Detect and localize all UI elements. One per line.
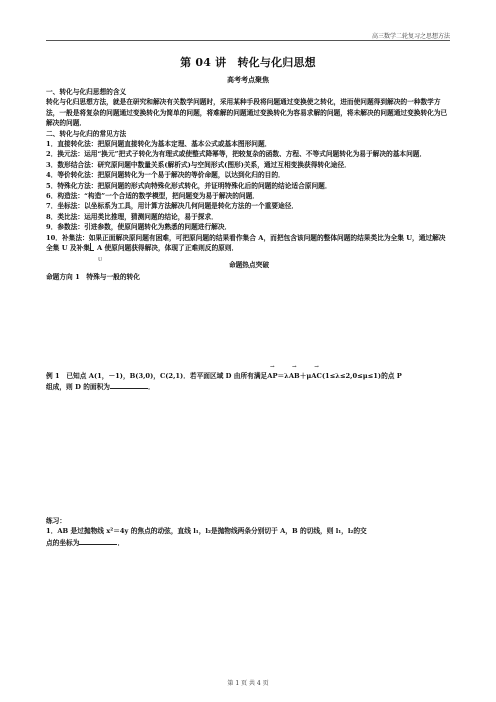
section-subtitle: 高考考点聚焦: [227, 75, 269, 84]
complement-sub-u: U: [97, 257, 103, 264]
method-item: 5．特殊化方法：把原问题的形式向特殊化形式转化，并证明特殊化后的问题的结论适合原问题．: [46, 181, 332, 190]
example-eq: ＝λ: [277, 372, 289, 380]
method-item: 2．换元法：运用“换元”把式子转化为有理式或使整式降幂等，把较复杂的函数、方程、不等式问题转化为易于解决的基本问题．: [46, 150, 427, 159]
vector-ac: [311, 364, 322, 381]
section1-body: 转化与化归思想方法，就是在研究和解决有关数学问题时，采用某种手段将问题通过变换使之转化，进而使问题得到解决的一种数学方法，一般是将复杂的问题通过变换转化为简单的问题，将难解的问题通过变换转化为容易求解的问题，将未解决的问题通过变换转化为已解决的问题．: [46, 98, 448, 128]
example-1: [46, 364, 452, 393]
section3-heading: 命题热点突破: [228, 260, 270, 269]
vector-ab: [288, 364, 300, 381]
method-item-10: [46, 233, 452, 264]
exercise-heading: 练习：: [46, 517, 67, 525]
exercise-text-b: 点的坐标为: [46, 538, 80, 547]
example-condition: (1≤λ≤2,0≤μ≤1)的点 P: [321, 372, 402, 380]
answer-blank[interactable]: [79, 537, 117, 545]
example-plus: ＋μ: [299, 372, 312, 380]
exercise-section: [46, 516, 452, 548]
direction-heading: 命题方向 1 特殊与一般的转化: [46, 272, 140, 281]
vector-ab-label: AB: [288, 372, 300, 380]
complement-symbol: [90, 243, 94, 251]
vector-arrow-icon: →: [314, 364, 319, 370]
vector-ap: [267, 364, 278, 381]
header-rule: [46, 40, 450, 41]
vector-ac-label: AC: [311, 372, 322, 380]
answer-blank[interactable]: [110, 381, 148, 389]
method-item: 9．参数法：引进参数，使原问题转化为熟悉的问题进行解决．: [46, 223, 232, 232]
example-label: 例 1: [46, 372, 60, 380]
page-footer: 第 1 页 共 4 页: [227, 680, 269, 687]
item10-text-a: 10．补集法：如果正面解决原问题有困难，可把原问题的结果看作集合 A，而把包含该问题的整体问题的结果类比为全集 U，通过解决全集 U 及补集: [46, 233, 446, 253]
example-text-a: 已知点 A(1，－1)，B(3,0)，C(2,1)．若平面区域 D 由所有满足: [66, 372, 268, 380]
section2-heading: 二、转化与化归的常见方法: [46, 129, 127, 138]
exercise-end: ．: [117, 538, 125, 547]
method-item: 4．等价转化法：把原问题转化为一个易于解决的等价命题，以达到化归的目的．: [46, 171, 285, 180]
vector-ap-label: AP: [267, 372, 278, 380]
vector-arrow-icon: →: [270, 364, 275, 370]
main-content: [46, 87, 452, 282]
section1-heading: 一、转化与化归思想的含义: [46, 88, 127, 96]
example-text-b: 组成，则 D 的面积为: [46, 383, 110, 392]
method-item: 7．坐标法：以坐标系为工具，用计算方法解决几何问题是转化方法的一个重要途径．: [46, 202, 299, 211]
lesson-title: 第 04 讲 转化与化归思想: [180, 56, 316, 69]
method-item: 3．数形结合法：研究原问题中数量关系(解析式)与空间形式(图形)关系，通过互相变换获得转化途径．: [46, 160, 351, 169]
exercise-text-a: 1．AB 是过抛物线 x²＝4y 的焦点的动弦，直线 l₁，l₂是抛物线两条分别切于 A，B 的切线，则 l₁，l₂的交: [46, 527, 367, 536]
page-header: 高三数学二轮复习之思想方法: [371, 33, 450, 40]
method-item: 1．直接转化法：把原问题直接转化为基本定理、基本公式或基本图形问题．: [46, 140, 272, 149]
vector-arrow-icon: →: [291, 364, 297, 370]
example-end: ．: [147, 383, 155, 392]
item10-text-b: A 使原问题获得解决，体现了正难则反的原则．: [96, 244, 239, 253]
method-item: 6．构造法：“构造”一个合适的数学模型，把问题变为易于解决的问题．: [46, 192, 259, 201]
method-item: 8．类比法：运用类比推理，猜测问题的结论，易于探求．: [46, 212, 218, 221]
